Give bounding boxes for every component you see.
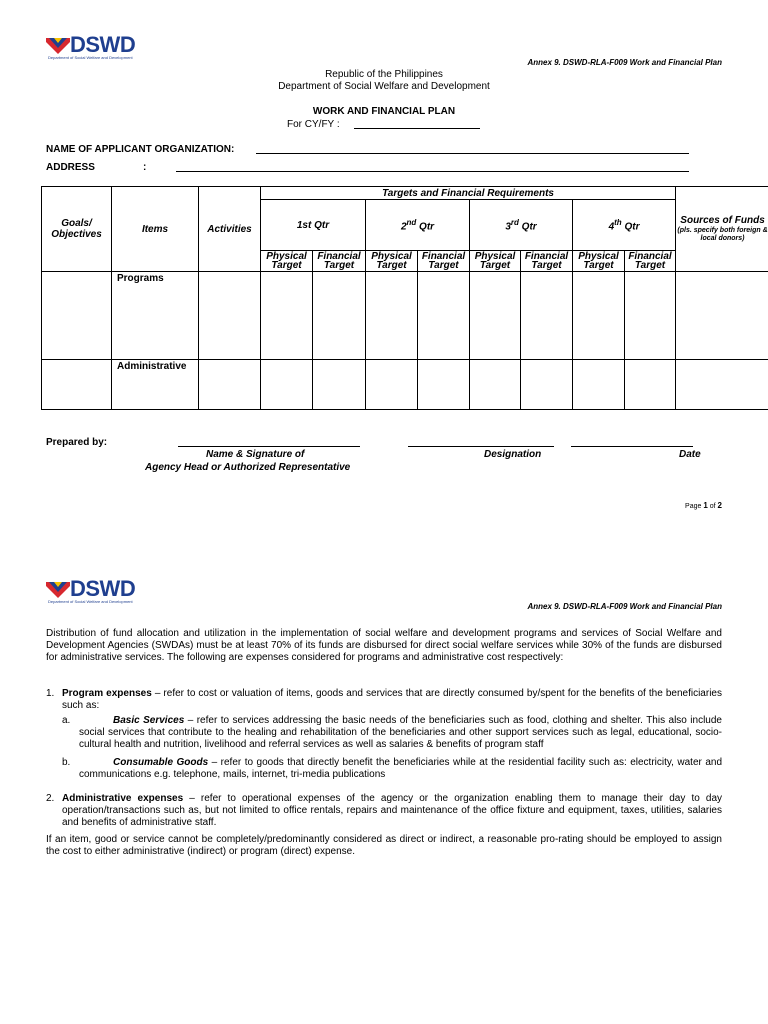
prepared-by-label: Prepared by: [46, 437, 108, 448]
table-cell[interactable] [313, 272, 366, 360]
sub-a-basic-services [79, 715, 722, 751]
table-cell[interactable] [366, 360, 418, 410]
table-cell[interactable] [313, 360, 366, 410]
table-cell[interactable] [42, 272, 112, 360]
q1-physical-target: Physical Target [261, 251, 313, 272]
q1-header: 1st Qtr [261, 200, 366, 251]
annex-label-page2: Annex 9. DSWD-RLA-F009 Work and Financial Plan [527, 602, 722, 611]
table-cell[interactable] [521, 360, 573, 410]
closing-paragraph: If an item, good or service cannot be completely/predominantly considered as direct or indirect, a reasonable pro-rating should be employed to assign the cost to either administrative (indirect) or program (direct) expense. [46, 834, 722, 857]
table-cell[interactable] [625, 272, 676, 360]
q4-sup: th [614, 217, 622, 227]
dswd-logo [46, 33, 142, 61]
table-cell[interactable] [261, 272, 313, 360]
sub-a-term: Basic Services [113, 715, 185, 726]
sig-name-caption: Name & Signature of [206, 449, 305, 460]
item1-text: – refer to cost or valuation of items, goods and services that are directly consumed by/spent for the benefits of the beneficiaries such as: [62, 688, 722, 711]
designation-line[interactable] [408, 446, 554, 447]
q3-sup: rd [510, 217, 519, 227]
address-label: ADDRESS [46, 162, 95, 173]
table-cell[interactable] [418, 272, 470, 360]
dswd-logo-page2 [46, 577, 142, 605]
q3-financial-target: Financial Target [521, 251, 573, 272]
sources-note: (pls. specify both foreign & local donors) [677, 227, 768, 242]
annex-label: Annex 9. DSWD-RLA-F009 Work and Financial Plan [527, 58, 722, 67]
table-row-administrative [42, 360, 768, 410]
q2-header [366, 200, 470, 251]
page-label: Page [685, 503, 702, 510]
sub-a-text: – refer to services addressing the basic needs of the beneficiaries such as food, clothing and shelter. This also include social services that contribute to the healing and rehabilitation of the beneficiaries and other support services such as legal, educational, socio-cultural health and nutrition, livelihood and referral services as well as salaries & benefits of program staff [79, 715, 722, 750]
q4-financial-target: Financial Target [625, 251, 676, 272]
table-cell[interactable] [366, 272, 418, 360]
address-colon: : [143, 162, 147, 173]
dswd-wordmark: DSWD [70, 576, 136, 601]
q4-physical-target: Physical Target [573, 251, 625, 272]
work-financial-plan-table [41, 186, 768, 410]
goals-header: Goals/ Objectives [42, 187, 112, 272]
table-cell[interactable] [573, 272, 625, 360]
sources-header [676, 187, 768, 272]
sub-b-text: – refer to goods that directly benefit the beneficiaries while at the residential facility such as: electricity, water and communications e.g. telephone, mails, internet, tri-media publications [79, 757, 723, 780]
q1-financial-target: Financial Target [313, 251, 366, 272]
item2-text: – refer to operational expenses of the agency or the organization enabling them to manage their day to day operation/transactions such as, but not limited to office rentals, repairs and maintenance of the office fixture and equipment, taxes, utilities, salaries and benefits of administrative staff. [62, 793, 723, 828]
q3-num: 3 [505, 221, 511, 233]
sources-title: Sources of Funds [680, 215, 765, 226]
name-signature-line[interactable] [178, 446, 360, 447]
dswd-emblem-icon [46, 36, 70, 54]
dswd-wordmark: DSWD [70, 32, 136, 57]
q3-header [470, 200, 573, 251]
sig-designation-caption: Designation [484, 449, 542, 460]
sub-b-term: Consumable Goods [113, 757, 209, 768]
address-field[interactable] [176, 171, 689, 172]
table-cell[interactable] [521, 272, 573, 360]
org-name-field[interactable] [256, 153, 689, 154]
sub-b-consumable-goods [79, 757, 722, 781]
table-cell[interactable] [418, 360, 470, 410]
table-cell[interactable] [470, 360, 521, 410]
table-cell[interactable] [199, 360, 261, 410]
page-number [685, 501, 722, 510]
row-administrative-label: Administrative [112, 360, 199, 410]
q2-num: 2 [400, 221, 407, 233]
table-cell[interactable] [261, 360, 313, 410]
dswd-logo-subtitle: Department of Social Welfare and Development [48, 55, 133, 60]
table-cell[interactable] [676, 272, 768, 360]
page-of: of [709, 503, 716, 510]
q4-rest: Qtr [621, 221, 640, 233]
targets-header: Targets and Financial Requirements [261, 187, 676, 200]
dswd-logo-subtitle: Department of Social Welfare and Development [48, 599, 133, 604]
org-name-label: NAME OF APPLICANT ORGANIZATION: [46, 144, 235, 155]
table-cell[interactable] [676, 360, 768, 410]
table-cell[interactable] [573, 360, 625, 410]
q2-physical-target: Physical Target [366, 251, 418, 272]
q2-rest: Qtr [416, 221, 435, 233]
page-total: 2 [717, 501, 722, 510]
sub-a-letter: a. [62, 715, 71, 726]
table-cell[interactable] [470, 272, 521, 360]
page-current: 1 [703, 501, 708, 510]
intro-paragraph: Distribution of fund allocation and utilization in the implementation of social welfare and development programs and services of Social Welfare and Development Agencies (SWDAs) must be at least 70% of its funds are disbursed for direct social welfare services while 30% of the funds are disbursed for administrative services. The following are expenses considered for programs and administrative cost respectively: [46, 628, 722, 663]
q2-financial-target: Financial Target [418, 251, 470, 272]
q4-header [573, 200, 676, 251]
q4-num: 4 [608, 221, 615, 233]
items-header: Items [112, 187, 199, 272]
table-cell[interactable] [625, 360, 676, 410]
item2-term: Administrative expenses [62, 793, 184, 804]
dswd-emblem-icon [46, 580, 70, 598]
item1-program-expenses [62, 688, 722, 712]
sig-authority-caption: Agency Head or Authorized Representative [145, 462, 351, 473]
item2-administrative-expenses [62, 793, 722, 829]
sig-date-caption: Date [679, 449, 701, 460]
item2-number: 2. [46, 793, 55, 804]
table-cell[interactable] [42, 360, 112, 410]
table-row-programs [42, 272, 768, 360]
item1-number: 1. [46, 688, 55, 699]
sub-b-letter: b. [62, 757, 71, 768]
date-line[interactable] [571, 446, 693, 447]
header-department: Department of Social Welfare and Development [278, 81, 490, 92]
header-republic: Republic of the Philippines [325, 69, 443, 80]
q2-sup: nd [406, 217, 417, 227]
q3-physical-target: Physical Target [470, 251, 521, 272]
row-programs-label: Programs [112, 272, 199, 360]
q3-rest: Qtr [518, 221, 537, 233]
form-title: WORK AND FINANCIAL PLAN [312, 106, 456, 117]
cy-fy-field[interactable] [354, 128, 480, 129]
cy-fy-label: For CY/FY : [287, 119, 340, 130]
item1-term: Program expenses [62, 688, 152, 699]
activities-header: Activities [199, 187, 261, 272]
table-cell[interactable] [199, 272, 261, 360]
